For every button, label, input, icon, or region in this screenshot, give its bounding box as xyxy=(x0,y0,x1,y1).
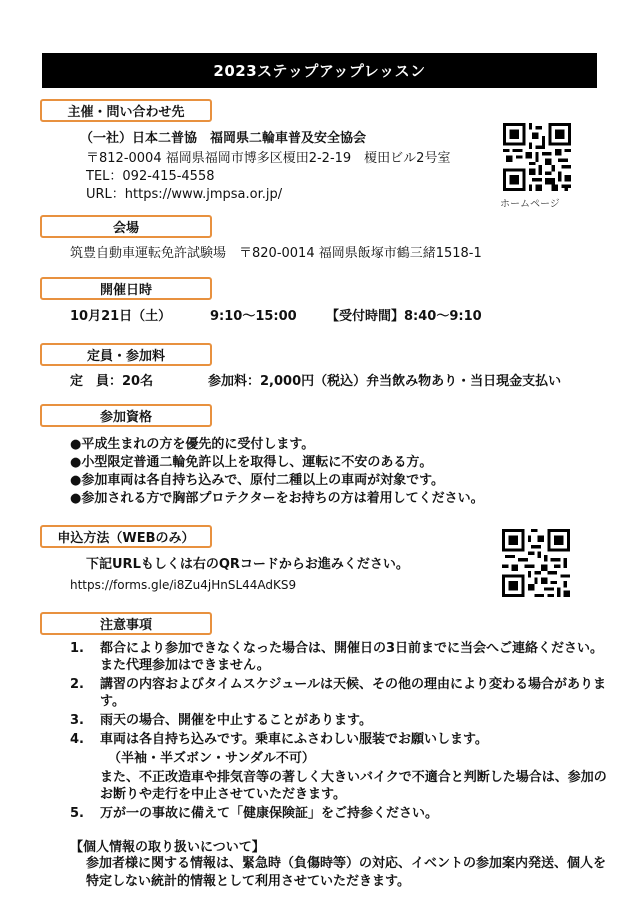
section-label-schedule: 開催日時 xyxy=(40,277,212,300)
note-number xyxy=(70,769,100,803)
note-text: 万が一の事故に備えて「健康保険証」をご持参ください。 xyxy=(100,806,439,821)
list-item: ●平成生まれの方を優先的に受付します。 xyxy=(70,437,315,452)
note-number: 3. xyxy=(70,713,84,728)
section-label-capacity: 定員・参加料 xyxy=(40,343,212,366)
list-item xyxy=(70,805,610,822)
application-qr-code-icon[interactable] xyxy=(502,529,570,597)
note-text: 講習の内容およびタイムスケジュールは天候、その他の理由により変わる場合があります。 xyxy=(100,677,606,709)
note-text: 車両は各自持ち込みです。乗車にふさわしい服装でお願いします。 xyxy=(100,732,488,747)
capacity-fee: 参加料：2,000円（税込）弁当飲み物あり・当日現金支払い xyxy=(208,374,562,389)
note-number: 4. xyxy=(70,732,84,747)
eligibility-list xyxy=(70,436,484,508)
list-item: ●参加車両は各自持ち込みで、原付二種以上の車両が対象です。 xyxy=(70,473,445,488)
note-text: （半袖・半ズボン・サンダル不可） xyxy=(108,751,315,766)
notes-list xyxy=(70,640,610,824)
organizer-name: （一社）日本二普協 福岡県二輪車普及安全協会 xyxy=(80,131,367,146)
section-label-eligibility: 参加資格 xyxy=(40,404,212,427)
privacy-body: 参加者様に関する情報は、緊急時（負傷時等）の対応、イベントの参加案内発送、個人を特定しない統計的情報として利用させていただきます。 xyxy=(86,856,607,889)
homepage-qr-caption: ホームページ xyxy=(500,199,560,210)
privacy-heading: 【個人情報の取り扱いについて】 xyxy=(70,840,265,855)
list-item xyxy=(70,750,610,767)
venue-text: 筑豊自動車運転免許試験場 〒820-0014 福岡県飯塚市鶴三緒1518-1 xyxy=(70,246,482,261)
note-number xyxy=(70,750,100,767)
note-text: 都合により参加できなくなった場合は、開催日の3日前までに当会へご連絡ください。また代理参加はできません。 xyxy=(100,641,604,673)
note-text: 雨天の場合、開催を中止することがあります。 xyxy=(100,713,372,728)
note-text: また、不正改造車や排気音等の著しく大きいバイクで不適合と判断した場合は、参加のお断りや走行を中止させていただきます。 xyxy=(100,770,607,802)
list-item: ●小型限定普通二輪免許以上を取得し、運転に不安のある方。 xyxy=(70,455,433,470)
application-url[interactable]: https://forms.gle/i8Zu4jHnSL44AdKS9 xyxy=(70,578,297,592)
application-text: 下記URLもしくは右のQRコードからお進みください。 xyxy=(86,557,409,572)
list-item xyxy=(70,640,610,674)
list-item xyxy=(70,731,610,748)
section-label-application: 申込方法（WEBのみ） xyxy=(40,525,212,548)
list-item xyxy=(70,712,610,729)
capacity-count: 定 員：20名 xyxy=(70,374,154,389)
note-number: 1. xyxy=(70,641,84,656)
list-item xyxy=(70,769,610,803)
schedule-date: 10月21日（土） xyxy=(70,309,172,324)
homepage-qr-code-icon[interactable] xyxy=(503,123,571,191)
note-number: 5. xyxy=(70,806,84,821)
note-number: 2. xyxy=(70,677,84,692)
organizer-tel: TEL：092-415-4558 xyxy=(86,169,215,184)
schedule-time: 9:10～15:00 xyxy=(210,309,297,324)
organizer-url[interactable]: URL：https://www.jmpsa.or.jp/ xyxy=(86,187,283,202)
section-label-notes: 注意事項 xyxy=(40,612,212,635)
schedule-reception: 【受付時間】8:40～9:10 xyxy=(326,309,482,324)
page-title: 2023ステップアップレッスン xyxy=(42,53,597,88)
organizer-address: 〒812-0004 福岡県福岡市博多区榎田2-2-19 榎田ビル2号室 xyxy=(86,151,451,166)
section-label-organizer: 主催・問い合わせ先 xyxy=(40,99,212,122)
list-item xyxy=(70,676,610,710)
list-item: ●参加される方で胸部プロテクターをお持ちの方は着用してください。 xyxy=(70,491,484,506)
section-label-venue: 会場 xyxy=(40,215,212,238)
